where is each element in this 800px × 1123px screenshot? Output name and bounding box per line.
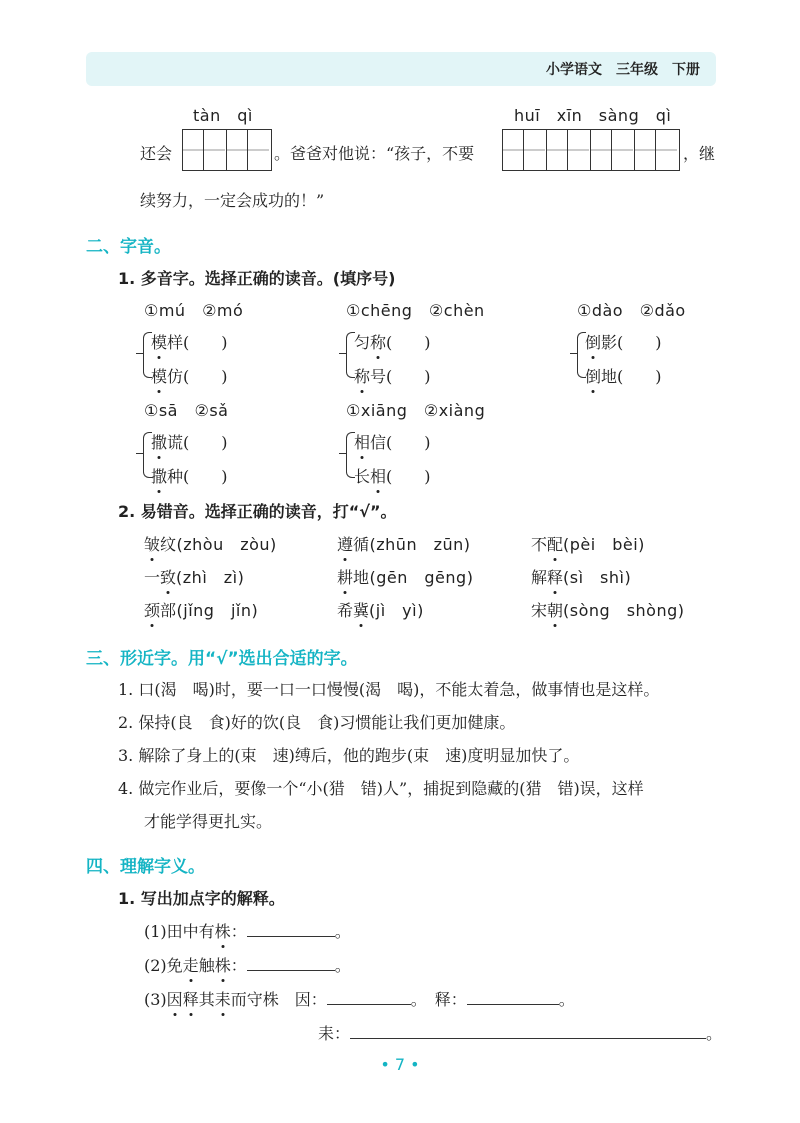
section-3-title: 三、形近字。用“√”选出合适的字。: [86, 649, 358, 669]
pinyin-tanqi: tàn qì: [193, 106, 253, 125]
sec4-line-1: (1)田中有株： 。: [144, 919, 351, 942]
section-4-title: 四、理解字义。: [86, 857, 205, 877]
g4-word1: 撒谎( ): [151, 430, 228, 453]
sec3-item-2: 2. 保持(良 食)好的饮(良 食)习惯能让我们更加健康。: [118, 713, 516, 732]
section-2-title: 二、字音。: [86, 237, 171, 257]
q2-item-8: 希冀(jì yì): [337, 598, 424, 621]
q2-item-7: 颈部(jǐng jǐn): [144, 598, 258, 621]
sec4-line-3: (3)因释其耒而守株 因： 。 释： 。: [144, 987, 575, 1010]
g4-options: ①sā ②sǎ: [144, 401, 229, 420]
sec4-line-2: (2)免走触株： 。: [144, 953, 351, 976]
g3-word1: 倒影( ): [585, 330, 662, 353]
g3-word2: 倒地( ): [585, 364, 662, 387]
intro-text-c: ，继: [683, 144, 716, 163]
sec3-item-4: 4. 做完作业后，要像一个“小(猎 错)人”，捕捉到隐藏的(猎 错)误，这样: [118, 779, 644, 798]
answer-blank-4[interactable]: [467, 990, 559, 1005]
g1-word2: 模仿( ): [151, 364, 228, 387]
sec3-item-4-cont: 才能学得更扎实。: [144, 812, 273, 831]
q2-item-5: 耕地(gēn gēng): [337, 565, 473, 588]
answer-grid-tanqi[interactable]: [182, 129, 272, 171]
sec3-item-3: 3. 解除了身上的(束 速)缚后，他的跑步(束 速)度明显加快了。: [118, 746, 580, 765]
g1-options: ①mú ②mó: [144, 301, 244, 320]
header-text: 小学语文 三年级 下册: [546, 62, 700, 78]
q2-item-6: 解释(sì shì): [531, 565, 631, 588]
q2-item-1: 皱纹(zhòu zòu): [144, 532, 277, 555]
answer-blank-3[interactable]: [327, 990, 411, 1005]
page-number: • 7 •: [380, 1055, 420, 1074]
g4-word2: 撒种( ): [151, 464, 228, 487]
q2-item-3: 不配(pèi bèi): [531, 532, 645, 555]
intro-text-a: 还会: [140, 144, 173, 163]
q2-item-4: 一致(zhì zì): [144, 565, 244, 588]
answer-blank-2[interactable]: [247, 956, 335, 971]
g5-word2: 长相( ): [354, 464, 431, 487]
q2-item-9: 宋朝(sòng shòng): [531, 598, 685, 621]
g5-word1: 相信( ): [354, 430, 431, 453]
sec2-q1-title: 1. 多音字。选择正确的读音。(填序号): [118, 269, 396, 288]
intro-text-b: 。爸爸对他说：“孩子，不要: [274, 144, 475, 163]
sec3-item-1: 1. 口(渴 喝)时，要一口一口慢慢(渴 喝)，不能太着急，做事情也是这样。: [118, 680, 660, 699]
sec2-q2-title: 2. 易错音。选择正确的读音，打“√”。: [118, 502, 397, 521]
g2-word2: 称号( ): [354, 364, 431, 387]
g3-options: ①dào ②dǎo: [577, 301, 686, 320]
g1-word1: 模样( ): [151, 330, 228, 353]
pinyin-huixinsangqi: huī xīn sàng qì: [514, 106, 672, 125]
answer-blank-1[interactable]: [247, 922, 335, 937]
answer-grid-huixinsangqi[interactable]: [502, 129, 680, 171]
q2-item-2: 遵循(zhūn zūn): [337, 532, 471, 555]
g2-options: ①chēng ②chèn: [346, 301, 485, 320]
g5-options: ①xiāng ②xiàng: [346, 401, 486, 420]
page-header: [86, 52, 716, 86]
g2-word1: 匀称( ): [354, 330, 431, 353]
sec4-q1-title: 1. 写出加点字的解释。: [118, 889, 285, 908]
sec4-line-4: 耒： 。: [318, 1024, 723, 1043]
intro-text-line2: 续努力，一定会成功的！”: [140, 191, 325, 210]
answer-blank-5[interactable]: [350, 1024, 706, 1039]
